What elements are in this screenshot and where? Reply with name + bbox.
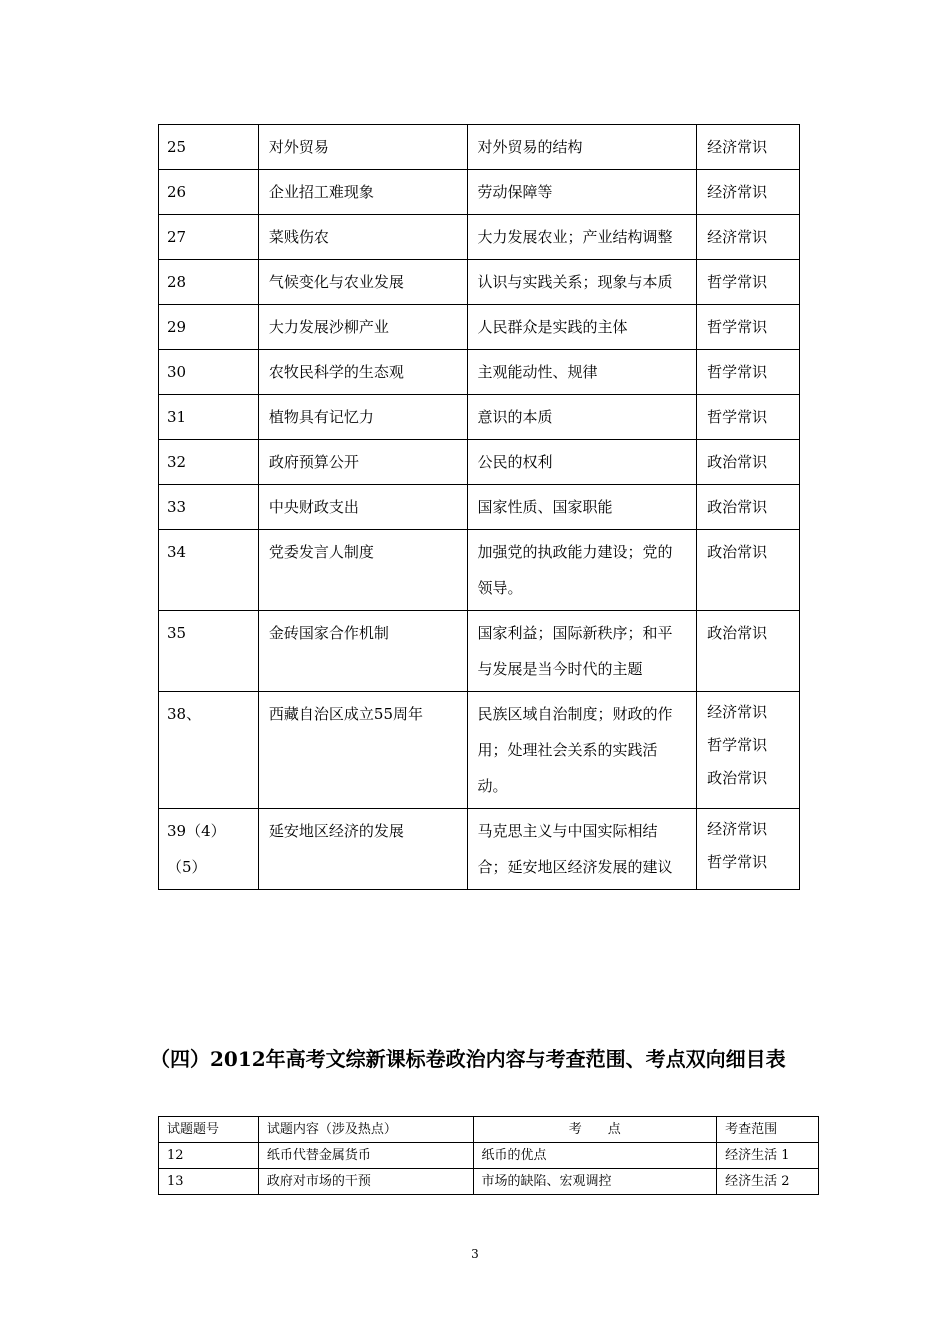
question-topic-cell: 企业招工难现象 (258, 170, 467, 215)
test-point-line: 动。 (477, 777, 508, 795)
test-scope-cell (697, 125, 800, 170)
test-point-line: 认识与实践关系；现象与本质 (477, 273, 673, 291)
header-test-point: 考 点 (473, 1117, 717, 1143)
test-point-cell (467, 692, 697, 809)
question-topic-cell: 菜贱伤农 (258, 215, 467, 260)
test-point-cell (467, 350, 697, 395)
question-topic-cell: 气候变化与农业发展 (258, 260, 467, 305)
test-scope-cell (697, 260, 800, 305)
test-point-line: 公民的权利 (477, 453, 553, 471)
test-scope-line: 政治常识 (707, 498, 768, 516)
test-scope-cell (697, 809, 800, 890)
test-point-line: 国家利益；国际新秩序；和平 (477, 624, 673, 642)
table-row (159, 1143, 819, 1169)
header-test-scope: 考查范围 (717, 1117, 819, 1143)
test-scope-line: 经济常识 (707, 138, 768, 156)
question-number-cell: 35 (159, 611, 259, 692)
test-point-line: 民族区域自治制度；财政的作 (477, 705, 673, 723)
question-number-cell: 25 (159, 125, 259, 170)
table-row (159, 440, 800, 485)
table-row (159, 215, 800, 260)
test-point-cell (467, 125, 697, 170)
test-scope-line: 哲学常识 (707, 736, 768, 754)
test-point-line: 用；处理社会关系的实践活 (477, 741, 658, 759)
test-point-cell (467, 440, 697, 485)
table-row (159, 809, 800, 890)
test-scope-line: 经济常识 (707, 228, 768, 246)
question-topic-cell: 植物具有记忆力 (258, 395, 467, 440)
header-question-content: 试题内容（涉及热点） (258, 1117, 473, 1143)
topic-table-continued (158, 124, 800, 890)
test-scope-line: 哲学常识 (707, 273, 768, 291)
test-scope-cell (697, 692, 800, 809)
question-number-cell: 38、 (159, 692, 259, 809)
test-point-line: 与发展是当今时代的主题 (477, 660, 643, 678)
topic-table-body (159, 125, 800, 890)
test-point-line: 领导。 (477, 579, 523, 597)
test-point-cell (467, 305, 697, 350)
test-scope-line: 政治常识 (707, 453, 768, 471)
test-scope-line: 政治常识 (707, 769, 768, 787)
table-row (159, 260, 800, 305)
test-point-line: 人民群众是实践的主体 (477, 318, 628, 336)
question-topic-cell: 农牧民科学的生态观 (258, 350, 467, 395)
table-row (159, 305, 800, 350)
question-topic-cell: 延安地区经济的发展 (258, 809, 467, 890)
test-point-line: 马克思主义与中国实际相结 (477, 822, 658, 840)
test-point-line: 加强党的执政能力建设；党的 (477, 543, 673, 561)
test-scope-line: 哲学常识 (707, 363, 768, 381)
test-scope-cell (697, 395, 800, 440)
question-number-cell: 12 (159, 1143, 259, 1169)
test-point-cell (467, 611, 697, 692)
table-row (159, 395, 800, 440)
question-number-cell: 27 (159, 215, 259, 260)
table-header-row (159, 1117, 819, 1143)
table-row (159, 125, 800, 170)
test-point-cell: 市场的缺陷、宏观调控 (473, 1169, 717, 1195)
test-scope-cell (697, 611, 800, 692)
test-scope-cell (697, 215, 800, 260)
question-number-cell: 31 (159, 395, 259, 440)
test-scope-line: 哲学常识 (707, 318, 768, 336)
table-row (159, 1169, 819, 1195)
question-number-cell: 13 (159, 1169, 259, 1195)
test-scope-line: 经济常识 (707, 703, 768, 721)
test-scope-cell: 经济生活 2 (717, 1169, 819, 1195)
question-topic-cell: 对外贸易 (258, 125, 467, 170)
question-topic-cell: 政府预算公开 (258, 440, 467, 485)
test-scope-cell (697, 305, 800, 350)
question-topic-cell: 党委发言人制度 (258, 530, 467, 611)
test-scope-line: 政治常识 (707, 624, 768, 642)
question-number-cell: 30 (159, 350, 259, 395)
test-scope-cell (697, 170, 800, 215)
test-point-cell (467, 215, 697, 260)
header-question-number: 试题题号 (159, 1117, 259, 1143)
section-heading: （四）2012年高考文综新课标卷政治内容与考查范围、考点双向细目表 (150, 1047, 786, 1071)
test-point-line: 大力发展农业；产业结构调整 (477, 228, 673, 246)
question-topic-cell: 西藏自治区成立55周年 (258, 692, 467, 809)
question-topic-cell: 中央财政支出 (258, 485, 467, 530)
test-point-cell: 纸币的优点 (473, 1143, 717, 1169)
test-scope-line: 经济常识 (707, 183, 768, 201)
question-number-cell: 33 (159, 485, 259, 530)
table-row (159, 350, 800, 395)
question-number-cell: 26 (159, 170, 259, 215)
question-topic-cell: 政府对市场的干预 (258, 1169, 473, 1195)
test-scope-line: 经济常识 (707, 820, 768, 838)
test-point-cell (467, 530, 697, 611)
table-row (159, 170, 800, 215)
test-point-cell (467, 395, 697, 440)
test-point-cell (467, 260, 697, 305)
question-number-cell: 32 (159, 440, 259, 485)
test-point-line: 国家性质、国家职能 (477, 498, 613, 516)
test-scope-cell: 经济生活 1 (717, 1143, 819, 1169)
table-row (159, 485, 800, 530)
test-point-line: 意识的本质 (477, 408, 553, 426)
test-point-line: 劳动保障等 (477, 183, 553, 201)
test-point-line: 主观能动性、规律 (477, 363, 598, 381)
test-point-line: 对外贸易的结构 (477, 138, 583, 156)
test-scope-cell (697, 530, 800, 611)
table-row (159, 611, 800, 692)
question-topic-cell: 大力发展沙柳产业 (258, 305, 467, 350)
question-topic-cell: 纸币代替金属货币 (258, 1143, 473, 1169)
test-scope-line: 政治常识 (707, 543, 768, 561)
question-number-cell: 39（4）（5） (159, 809, 259, 890)
test-point-cell (467, 485, 697, 530)
table-row (159, 530, 800, 611)
test-scope-line: 哲学常识 (707, 408, 768, 426)
test-point-cell (467, 809, 697, 890)
test-point-line: 合；延安地区经济发展的建议 (477, 858, 673, 876)
test-scope-cell (697, 350, 800, 395)
page-number: 3 (471, 1247, 479, 1261)
test-scope-line: 哲学常识 (707, 853, 768, 871)
table-row (159, 692, 800, 809)
exam-detail-table (158, 1116, 819, 1195)
test-scope-cell (697, 440, 800, 485)
question-number-cell: 28 (159, 260, 259, 305)
question-number-cell: 34 (159, 530, 259, 611)
test-scope-cell (697, 485, 800, 530)
question-number-cell: 29 (159, 305, 259, 350)
test-point-cell (467, 170, 697, 215)
question-topic-cell: 金砖国家合作机制 (258, 611, 467, 692)
exam-detail-table-body (159, 1143, 819, 1195)
